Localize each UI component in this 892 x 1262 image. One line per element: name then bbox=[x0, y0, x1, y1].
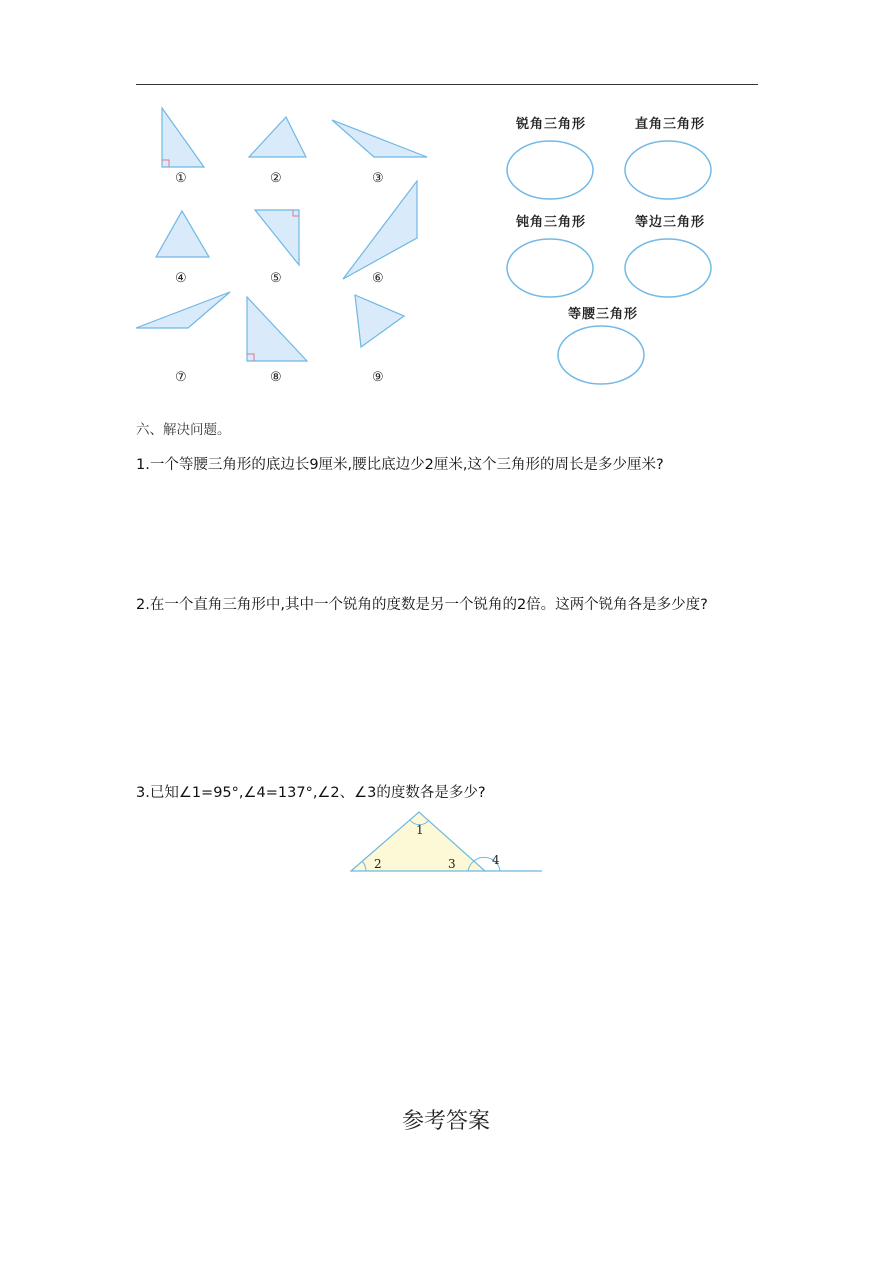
category-label-equilateral: 等边三角形 bbox=[635, 215, 706, 230]
angle-label-4: 4 bbox=[492, 853, 500, 867]
question-2: 2.在一个直角三角形中,其中一个锐角的度数是另一个锐角的2倍。这两个锐角各是多少度? bbox=[136, 597, 708, 613]
angle-label-2: 2 bbox=[374, 857, 382, 871]
ellipse-equilateral bbox=[625, 239, 711, 297]
ellipse-right bbox=[625, 141, 711, 199]
category-label-isosceles: 等腰三角形 bbox=[568, 307, 639, 322]
answer-title: 参考答案 bbox=[401, 1109, 490, 1134]
triangle-7 bbox=[136, 292, 230, 328]
triangle-9 bbox=[355, 295, 404, 347]
angle-label-1: 1 bbox=[416, 823, 424, 837]
ellipse-obtuse bbox=[507, 239, 593, 297]
triangle-8 bbox=[247, 297, 307, 361]
triangle-5 bbox=[255, 210, 299, 265]
figure-number-8: ⑧ bbox=[270, 370, 282, 385]
triangles-figure bbox=[0, 0, 892, 400]
figure-number-1: ① bbox=[175, 171, 187, 186]
category-label-right: 直角三角形 bbox=[635, 117, 706, 132]
figure-number-4: ④ bbox=[175, 271, 187, 286]
angle-label-3: 3 bbox=[448, 857, 456, 871]
figure-number-2: ② bbox=[270, 171, 282, 186]
triangle-1 bbox=[162, 108, 204, 167]
angle-triangle bbox=[351, 812, 485, 871]
triangle-2 bbox=[249, 117, 306, 157]
question-3: 3.已知∠1=95°,∠4=137°,∠2、∠3的度数各是多少? bbox=[136, 785, 486, 801]
figure-number-3: ③ bbox=[372, 171, 384, 186]
angle-figure bbox=[340, 805, 550, 880]
figure-number-9: ⑨ bbox=[372, 370, 384, 385]
triangle-6 bbox=[343, 181, 417, 279]
ellipse-acute bbox=[507, 141, 593, 199]
category-label-obtuse: 钝角三角形 bbox=[516, 215, 587, 230]
category-label-acute: 锐角三角形 bbox=[516, 117, 587, 132]
question-1: 1.一个等腰三角形的底边长9厘米,腰比底边少2厘米,这个三角形的周长是多少厘米? bbox=[136, 457, 664, 473]
triangle-3 bbox=[332, 120, 427, 157]
section-title: 六、解决问题。 bbox=[136, 422, 231, 438]
ellipse-isosceles bbox=[558, 326, 644, 384]
triangle-4 bbox=[156, 211, 209, 257]
figure-number-7: ⑦ bbox=[175, 370, 187, 385]
figure-number-6: ⑥ bbox=[372, 271, 384, 286]
figure-number-5: ⑤ bbox=[270, 271, 282, 286]
